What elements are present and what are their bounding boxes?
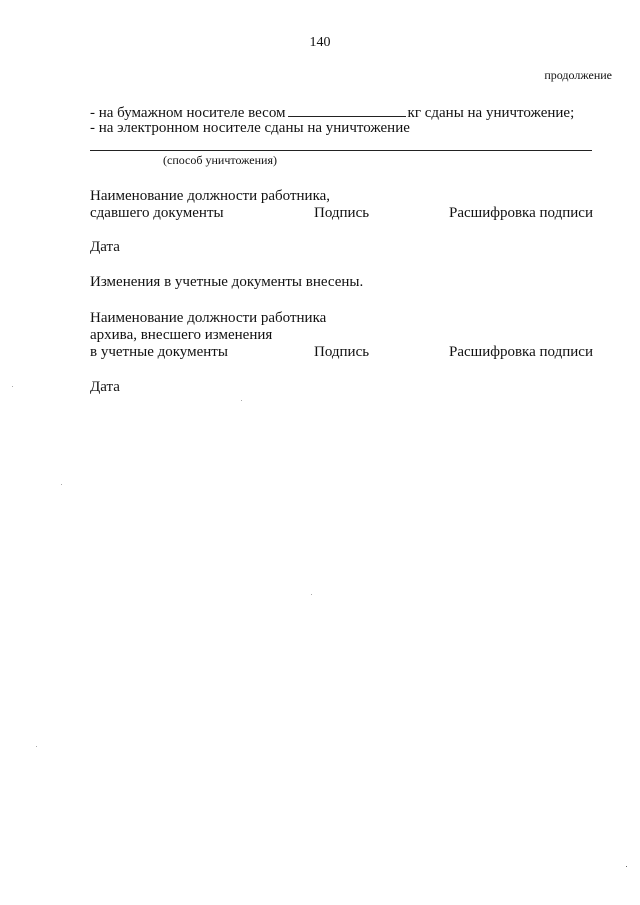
scan-speck	[241, 400, 242, 401]
weight-blank	[288, 103, 406, 117]
archive-position-line3: в учетные документы	[90, 344, 228, 360]
archive-signature-label: Подпись	[314, 344, 370, 360]
scan-speck	[311, 594, 312, 595]
page-number: 140	[309, 35, 331, 50]
scan-speck	[36, 746, 37, 747]
archive-signature-decode-label: Расшифровка подписи	[449, 344, 593, 360]
sender-date-label: Дата	[90, 239, 120, 255]
sender-position-line2: сдавшего документы	[90, 205, 224, 221]
archive-position-line2: архива, внесшего изменения	[90, 327, 273, 343]
sender-signature-decode-label: Расшифровка подписи	[449, 205, 593, 221]
scan-speck	[626, 866, 627, 867]
continued-label: продолжение	[544, 68, 612, 82]
sender-signature-label: Подпись	[314, 205, 370, 221]
paper-carrier-suffix: кг сданы на уничтожение;	[407, 105, 575, 121]
archive-position-line1: Наименование должности работника	[90, 310, 327, 326]
paper-carrier-line	[90, 103, 574, 121]
changes-note: Изменения в учетные документы внесены.	[90, 274, 364, 290]
sender-position-line1: Наименование должности работника,	[90, 188, 331, 204]
archive-date-label: Дата	[90, 379, 120, 395]
paper-carrier-prefix: - на бумажном носителе весом	[90, 105, 286, 121]
destruction-method-blank	[90, 150, 592, 151]
destruction-method-caption: (способ уничтожения)	[163, 153, 277, 167]
scan-speck	[12, 386, 13, 387]
scan-speck	[61, 484, 62, 485]
electronic-carrier-line: - на электронном носителе сданы на уничтожение	[90, 120, 410, 136]
